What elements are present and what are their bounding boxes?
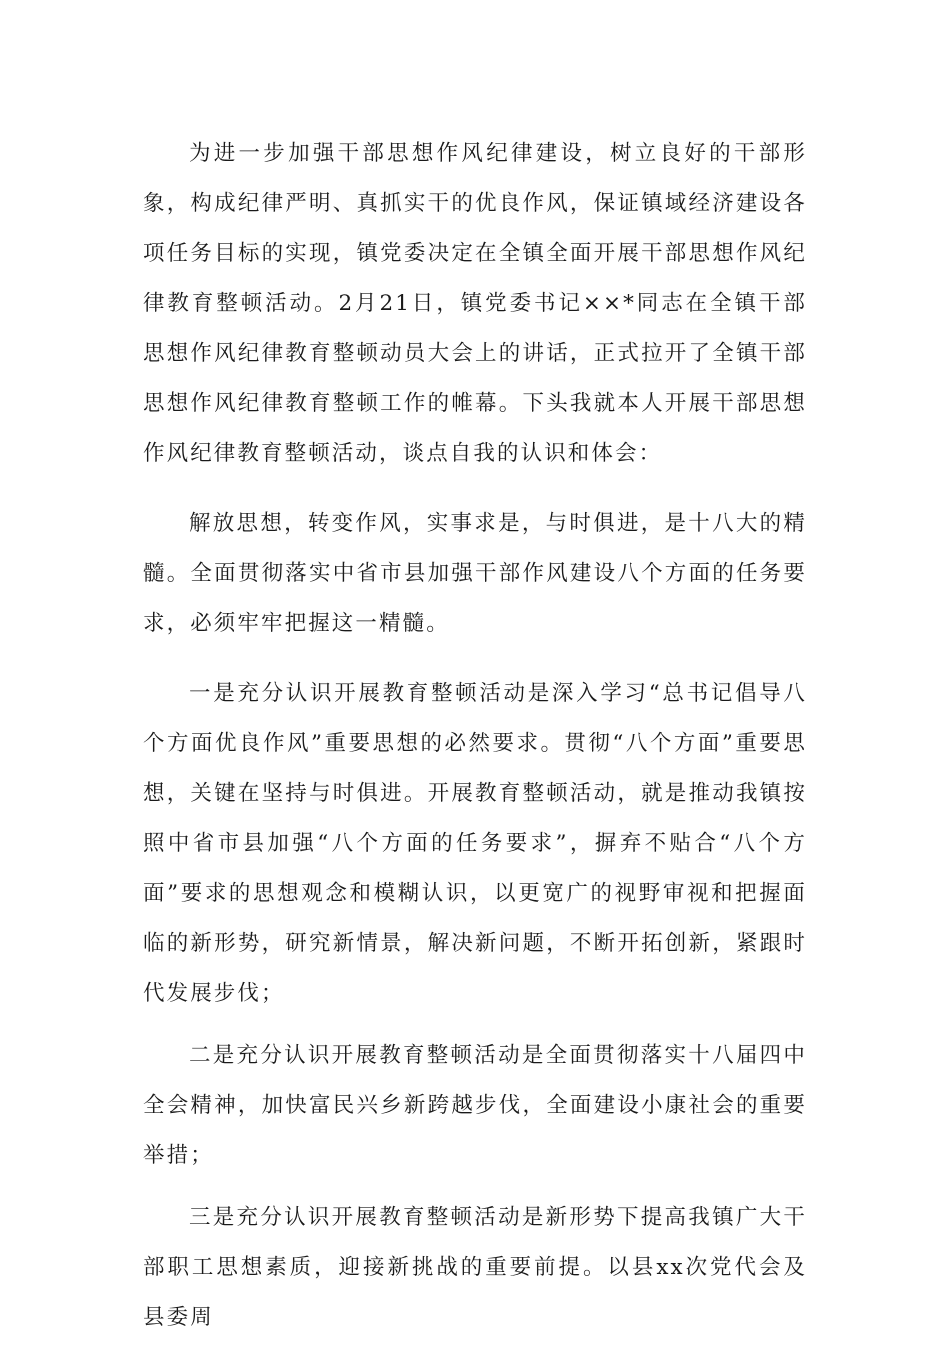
paragraph-essence: 解放思想，转变作风，实事求是，与时俱进，是十八大的精髓。全面贯彻落实中省市县加强干部作风建设八个方面的任务要求，必须牢牢把握这一精髓。: [143, 511, 807, 636]
paragraph-point-one: 一是充分认识开展教育整顿活动是深入学习“总书记倡导八个方面优良作风”重要思想的必然要求。贯彻“八个方面”重要思想，关键在坚持与时俱进。开展教育整顿活动，就是推动我镇按照中省市县加强“八个方面的任务要求”，摒弃不贴合“八个方面”要求的思想观念和模糊认识，以更宽广的视野审视和把握面临的新形势，研究新情景，解决新问题，不断开拓创新，紧跟时代发展步伐；: [143, 681, 807, 1006]
paragraph-intro: 为进一步加强干部思想作风纪律建设，树立良好的干部形象，构成纪律严明、真抓实干的优良作风，保证镇域经济建设各项任务目标的实现，镇党委决定在全镇全面开展干部思想作风纪律教育整顿活动。2月21日，镇党委书记××*同志在全镇干部思想作风纪律教育整顿动员大会上的讲话，正式拉开了全镇干部思想作风纪律教育整顿工作的帷幕。下头我就本人开展干部思想作风纪律教育整顿活动，谈点自我的认识和体会：: [143, 141, 807, 466]
paragraph-point-three: 三是充分认识开展教育整顿活动是新形势下提高我镇广大干部职工思想素质，迎接新挑战的重要前提。以县xx次党代会及县委周: [143, 1205, 807, 1330]
document-body: [143, 129, 807, 1363]
paragraph-point-two: 二是充分认识开展教育整顿活动是全面贯彻落实十八届四中全会精神，加快富民兴乡新跨越步伐，全面建设小康社会的重要举措；: [143, 1043, 807, 1168]
